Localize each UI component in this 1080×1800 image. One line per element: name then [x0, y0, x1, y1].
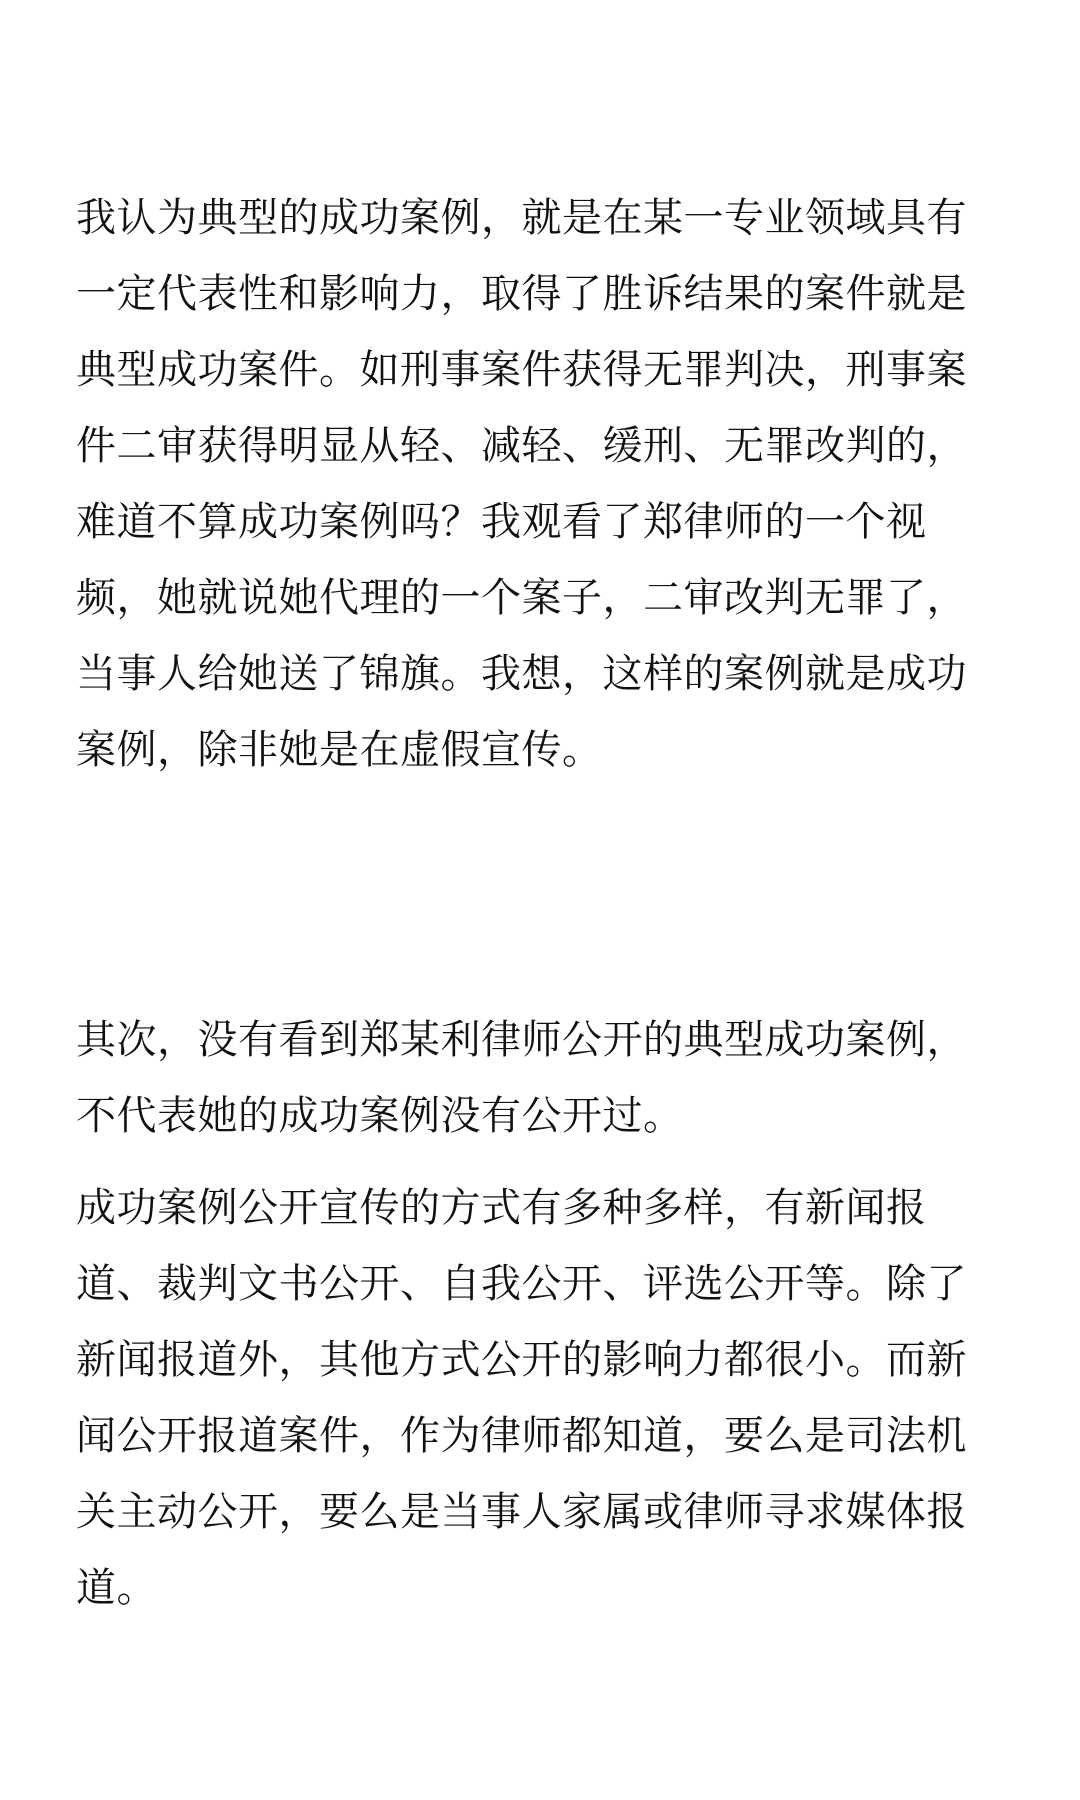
paragraph-typical-success-cases: 我认为典型的成功案例，就是在某一专业领域具有一定代表性和影响力，取得了胜诉结果的案件就是典型成功案件。如刑事案件获得无罪判决，刑事案件二审获得明显从轻、减轻、缓刑、无罪改判的，难道不算成功案例吗？我观看了郑律师的一个视频，她就说她代理的一个案子，二审改判无罪了，当事人给她送了锦旗。我想，这样的案例就是成功案例，除非她是在虚假宣传。 [76, 195, 967, 773]
paragraph-not-published: 其次，没有看到郑某利律师公开的典型成功案例，不代表她的成功案例没有公开过。 [76, 1017, 967, 1139]
paragraph-publicity-methods: 成功案例公开宣传的方式有多种多样，有新闻报道、裁判文书公开、自我公开、评选公开等。除了新闻报道外，其他方式公开的影响力都很小。而新闻公开报道案件，作为律师都知道，要么是司法机关主动公开，要么是当事人家属或律师寻求媒体报道。 [76, 1185, 967, 1611]
